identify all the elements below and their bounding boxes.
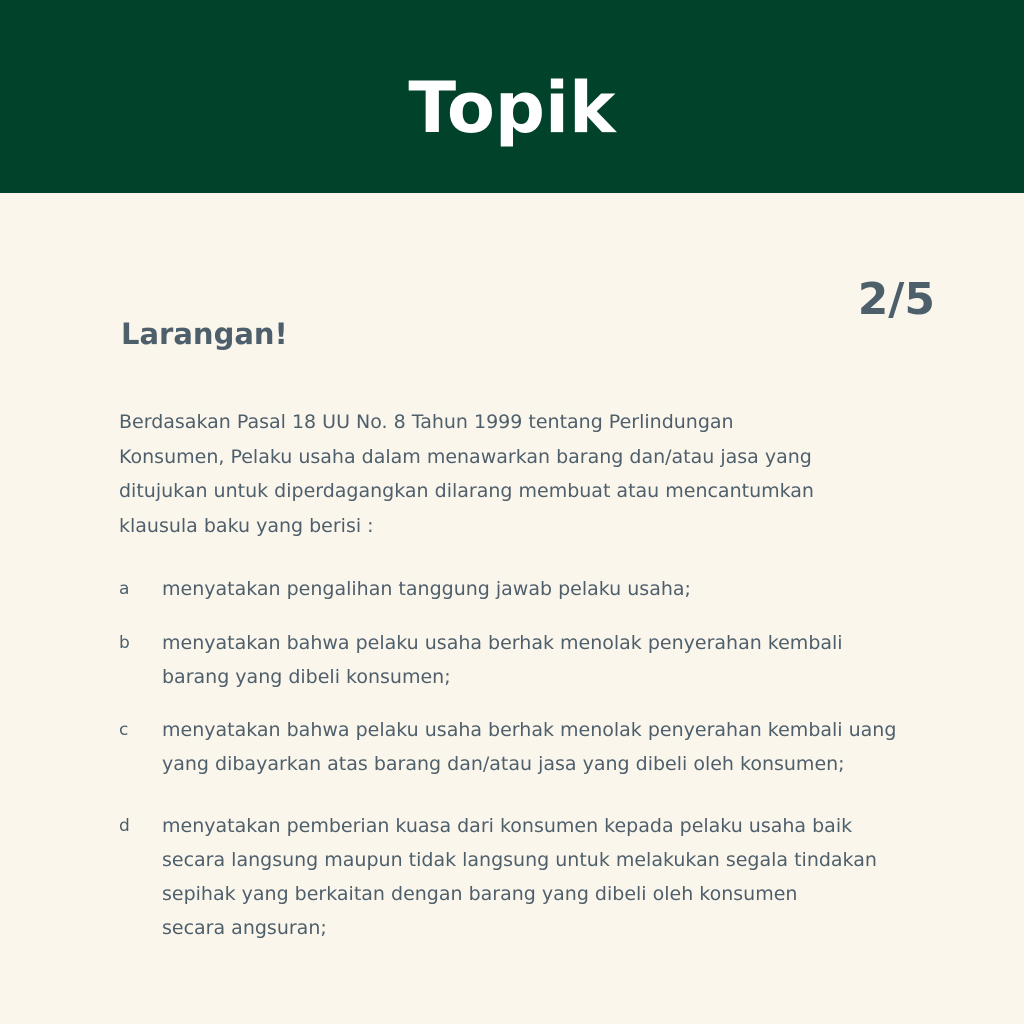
list-marker: b: [119, 633, 130, 653]
list-text: menyatakan pengalihan tanggung jawab pelaku usaha;: [162, 578, 691, 600]
list-marker: c: [119, 720, 129, 740]
page-indicator: 2/5: [857, 274, 935, 325]
list-text: menyatakan bahwa pelaku usaha berhak menolak penyerahan kembali uang yang dibayarkan atas barang dan/atau jasa yang dibeli oleh konsumen;: [162, 719, 897, 775]
page-title: Topik: [408, 67, 616, 149]
list-marker: d: [119, 816, 130, 836]
list-text: menyatakan pemberian kuasa dari konsumen kepada pelaku usaha baik secara langsung maupun tidak langsung untuk melakukan segala tindakan sepihak yang berkaitan dengan barang yang dibeli oleh konsumen secara angsuran;: [162, 815, 877, 939]
list-marker: a: [119, 579, 130, 599]
header-banner: [0, 0, 1024, 193]
section-title: Larangan!: [121, 317, 288, 351]
list-text: menyatakan bahwa pelaku usaha berhak menolak penyerahan kembali barang yang dibeli konsumen;: [162, 632, 843, 688]
intro-paragraph: Berdasakan Pasal 18 UU No. 8 Tahun 1999 tentang Perlindungan Konsumen, Pelaku usaha dalam menawarkan barang dan/atau jasa yang ditujukan untuk diperdagangkan dilarang membuat atau mencantumkan klausula baku yang berisi :: [119, 411, 814, 537]
